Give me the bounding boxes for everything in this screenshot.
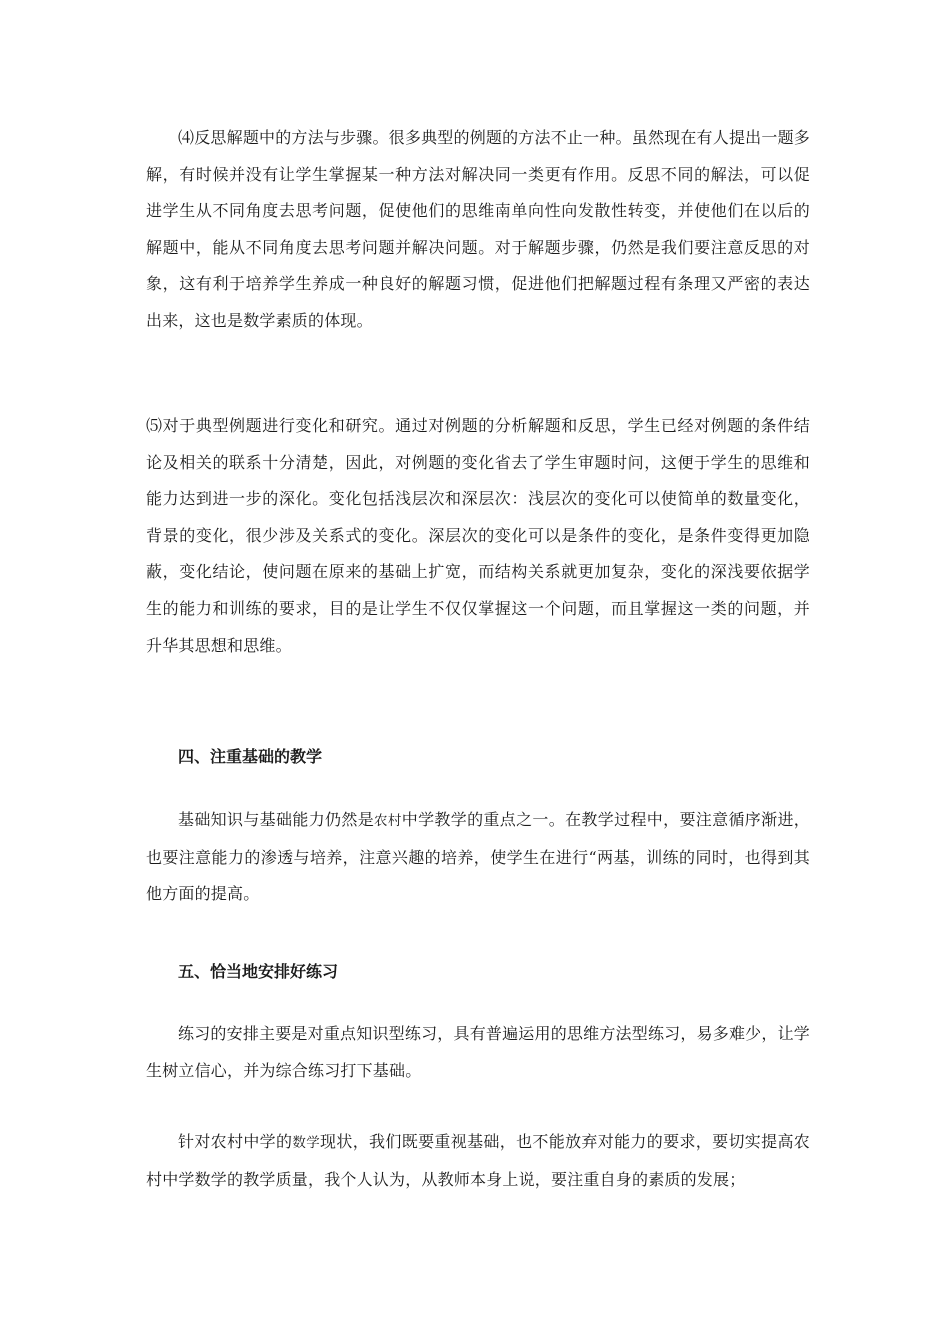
- paragraph-basics: [146, 802, 810, 913]
- paragraph-conclusion: [146, 1124, 810, 1198]
- section-heading-practice: 五、恰当地安排好练习: [178, 962, 339, 981]
- paragraph-reflect-methods: ⑷反思解题中的方法与步骤。很多典型的例题的方法不止一种。虽然现在有人提出一题多解，有时候并没有让学生掌握某一种方法对解决同一类更有作用。反思不同的解法，可以促进学生从不同角度去思考问题，促使他们的思维南单向性向发散性转变，并使他们在以后的解题中，能从不同角度去思考问题并解决问题。对于解题步骤，仍然是我们要注意反思的对象，这有利于培养学生养成一种良好的解题习惯，促进他们把解题过程有条理又严密的表达出来，这也是数学素质的体现。: [146, 128, 810, 330]
- basics-text-a: 基础知识与基础能力仍然是: [178, 810, 375, 829]
- basics-text-b: 中学教学的重点之一。在教学过程中，要注意循序渐进，也要注意能力的渗透与培养，注意兴趣的培养，使学生在进行“两基，训练的同时，也得到其他方面的提高。: [146, 810, 811, 904]
- conclusion-text-b: 现状，我们既要重视基础，也不能放弃对能力的要求，要切实提高农村中学数学的教学质量，我个人认为，从教师本身上说，要注重自身的素质的发展；: [146, 1132, 810, 1189]
- basics-text-small: 农村: [374, 813, 402, 829]
- conclusion-text-a: 针对农村中学的: [178, 1132, 293, 1151]
- paragraph-example-variation: ⑸对于典型例题进行变化和研究。通过对例题的分析解题和反思，学生已经对例题的条件结论及相关的联系十分清楚，因此，对例题的变化省去了学生审题时问，这便于学生的思维和能力达到进一步的深化。变化包括浅层次和深层次：浅层次的变化可以使简单的数量变化，背景的变化，很少涉及关系式的变化。深层次的变化可以是条件的变化，是条件变得更加隐蔽，变化结论，使问题在原来的基础上扩宽，而结构关系就更加复杂，变化的深浅要依据学生的能力和训练的要求，目的是让学生不仅仅掌握这一个问题，而且掌握这一类的问题，并升华其思想和思维。: [146, 416, 810, 655]
- conclusion-text-small: 数学: [292, 1135, 321, 1151]
- section-heading-basics: 四、注重基础的教学: [178, 747, 323, 766]
- paragraph-practice: 练习的安排主要是对重点知识型练习，具有普遍运用的思维方法型练习，易多难少，让学生树立信心，并为综合练习打下基础。: [146, 1024, 810, 1080]
